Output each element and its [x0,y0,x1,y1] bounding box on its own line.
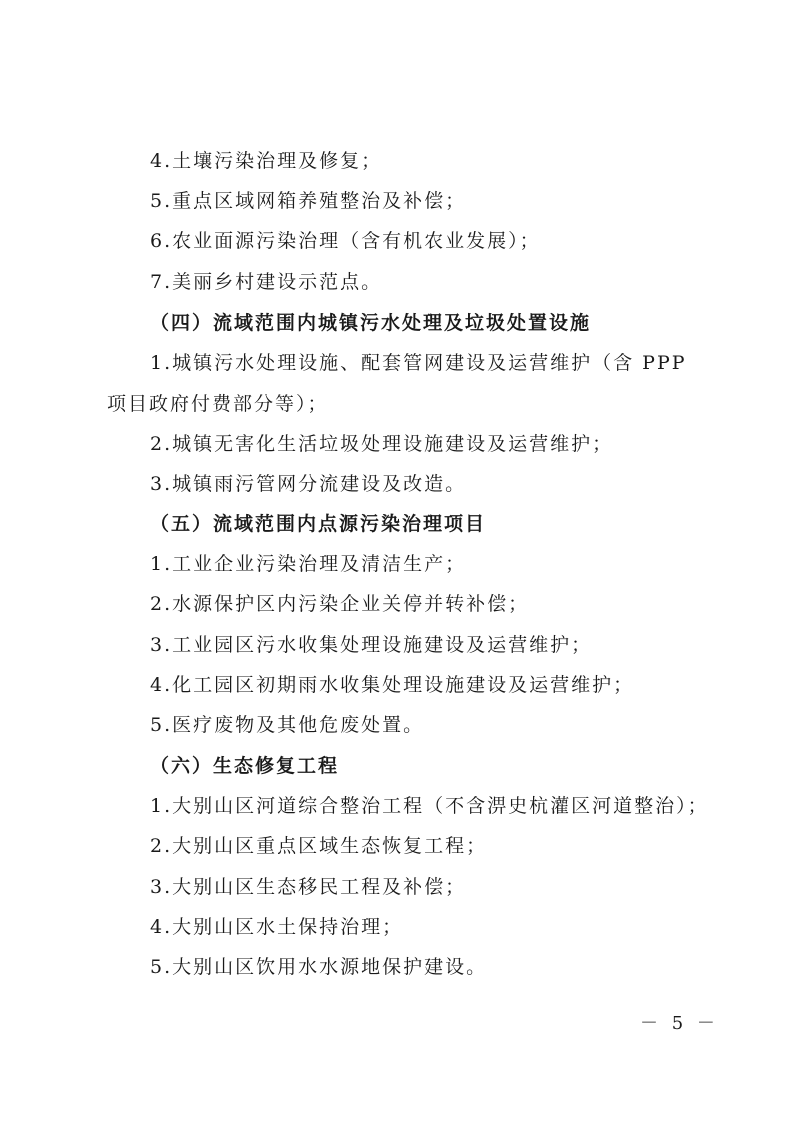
list-item-chemical-park: 4.化工园区初期雨水收集处理设施建设及运营维护； [150,674,635,696]
section-heading-6: （六）生态修复工程 [150,755,340,777]
list-item-garbage-disposal: 2.城镇无害化生活垃圾处理设施建设及运营维护； [150,433,614,455]
list-item-urban-sewage-continued: 项目政府付费部分等）； [107,393,329,415]
list-item-soil-remediation: 4.土壤污染治理及修复； [150,150,383,172]
list-item-medical-waste: 5.医疗废物及其他危废处置。 [150,714,425,736]
list-item-ecological-migration: 3.大别山区生态移民工程及补偿； [150,876,467,898]
list-item-water-source-compensation: 2.水源保护区内污染企业关停并转补偿； [150,593,530,615]
list-item-urban-sewage: 1.城镇污水处理设施、配套管网建设及运营维护（含 PPP [150,352,687,374]
section-heading-4: （四）流域范围内城镇污水处理及垃圾处置设施 [150,312,592,334]
list-item-industrial-park: 3.工业园区污水收集处理设施建设及运营维护； [150,634,593,656]
list-item-ecological-restoration: 2.大别山区重点区域生态恢复工程； [150,835,488,857]
list-item-beautiful-village: 7.美丽乡村建设示范点。 [150,271,383,293]
page-number: － 5 － [640,1013,719,1034]
list-item-rain-sewage-network: 3.城镇雨污管网分流建设及改造。 [150,473,467,495]
list-item-cage-culture: 5.重点区域网箱养殖整治及补偿； [150,190,467,212]
list-item-industrial-pollution: 1.工业企业污染治理及清洁生产； [150,553,467,575]
list-item-soil-water-conservation: 4.大别山区水土保持治理； [150,916,404,938]
section-heading-5: （五）流域范围内点源污染治理项目 [150,513,487,535]
list-item-drinking-water-protection: 5.大别山区饮用水水源地保护建设。 [150,956,488,978]
list-item-river-remediation: 1.大别山区河道综合整治工程（不含淠史杭灌区河道整治）； [150,795,709,817]
list-item-agricultural-pollution: 6.农业面源污染治理（含有机农业发展）； [150,230,541,252]
